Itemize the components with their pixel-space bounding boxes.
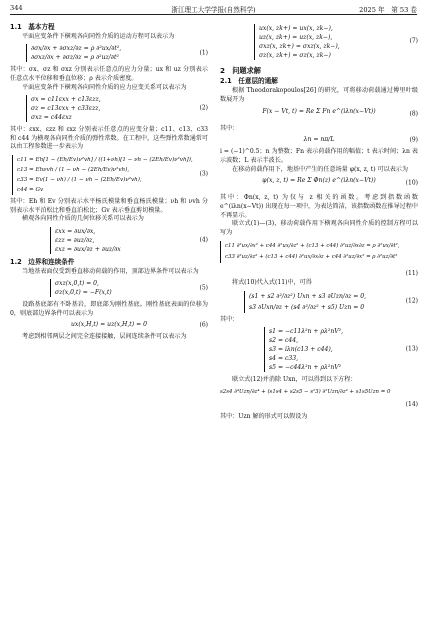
paragraph: 其中：Eh 和 Ev 分别表示水平杨氏模量和垂直杨氏模量；νh 和 νvh 分别表示水平泊松比和垂直泊松比；Gv 表示垂直剪切模量。	[10, 198, 208, 214]
page-number: 344	[10, 4, 23, 12]
paragraph: 其中：	[220, 315, 239, 323]
equation-number: (4)	[199, 236, 208, 244]
equation-line: λn = nπ/L	[303, 136, 335, 144]
equation-number: (11)	[405, 270, 418, 278]
equation-2	[10, 95, 208, 123]
equation-number: (5)	[199, 284, 208, 292]
equation-9	[220, 136, 418, 145]
equation-line: σxz = c44εxz	[31, 114, 72, 122]
equation-line: ux(x,H,t) = uz(x,H,t) = 0	[71, 321, 147, 329]
paragraph: 其中：σx、σz 和 σxz 分别表示任意点的应力分量；ux 和 uz 分别表示任意点水平位移和垂直位移；ρ 表示介质密度。	[10, 66, 208, 82]
equation-number: (12)	[405, 297, 418, 305]
equation-line: φ(x, z, t) = Re Σ Φn(z) e^(iλn(x−Vt))	[262, 177, 376, 185]
equation-line: σz(x, zk+) = σz(x, zk−)	[259, 52, 331, 59]
equation-line: c11 ∂²ux/∂x² + c44 ∂²ux/∂z² + (c13 + c44) ∂²uz/∂x∂z = ρ ∂²ux/∂t²,	[225, 242, 400, 249]
paragraph: 考虑到相邻两层之间完全连接接触，层间连续条件可以表示为	[22, 333, 187, 341]
equation-number: (1)	[199, 49, 208, 57]
equation-number: (14)	[405, 400, 418, 408]
section-heading-2: 2 问题求解	[220, 65, 261, 75]
equation-line: εxx = ∂ux/∂x,	[55, 228, 96, 236]
equation-line: σz(x,0,t) = −F(x,t)	[55, 289, 112, 297]
paragraph: 其中：εxx、εzz 和 εxz 分别表示任意点的应变分量；c11、c13、c33 和 c44 为横观各向同性介质的弹性常数。在工程中，这些弹性常数通常可以由工程参数进一步表示为	[10, 125, 208, 151]
page-header	[10, 2, 417, 15]
equation-line: s3 = iλn(c13 + c44),	[269, 346, 333, 354]
equation-line: s5 = −c44λ²n + ρλ²nV²	[269, 364, 342, 372]
equation-number: (3)	[199, 170, 208, 178]
paragraph: 联立式(1)—(3)，移动荷载作用下横观各向同性介质的控制方程可以写为	[220, 220, 418, 237]
section-heading-1-2: 1.2 边界和连续条件	[10, 257, 75, 266]
equation-number: (8)	[409, 110, 418, 118]
equation-6	[10, 321, 208, 330]
paragraph: 在移动荷载作用下，地基中产生的任意场量 φ(x, z, t) 可以表示为	[232, 165, 408, 173]
paragraph: i = (−1)^0.5；n 为整数；Fn 表示荷载作用的幅值；t 表示时间；λn 表示波数；L 表示半波长。	[220, 148, 418, 164]
equation-line: ∂σxz/∂x + ∂σz/∂z = ρ ∂²uz/∂t²	[31, 54, 119, 62]
paragraph: 其中：	[220, 124, 239, 132]
equation-10	[220, 177, 418, 191]
section-heading-2-1: 2.1 任意层的通解	[220, 77, 278, 86]
equation-line: ∂σx/∂x + ∂σxz/∂z = ρ ∂²ux/∂t²,	[31, 45, 122, 53]
equation-line: c33 ∂²uz/∂z² + (c13 + c44) ∂²ux/∂x∂z + c44 ∂²uz/∂x² = ρ ∂²uz/∂t²	[225, 253, 398, 260]
paragraph: 根据 Theodorakopoulos[26] 的研究，可将移动荷载通过傅里叶级数展开为	[220, 87, 418, 103]
equation-line: c11 = Eh[1 − (Eh/Ev)ν²vh] / ((1+νh)[1 − νh − (2Eh/Ev)ν²vh]),	[17, 157, 193, 164]
equation-5	[10, 279, 208, 298]
equation-3	[10, 155, 208, 195]
equation-line: c33 = Ev(1 − νh) / (1 − νh − (2Eh/Ev)ν²vh),	[17, 177, 142, 184]
paragraph: 其中：Uzn 解的形式可以假设为	[220, 412, 308, 420]
equation-13	[220, 327, 418, 373]
equation-line: uz(x, zk+) = uz(x, zk−),	[259, 34, 333, 41]
equation-number: (6)	[199, 321, 208, 329]
equation-line: s3 ∂Uxn/∂z + (s4 ∂²/∂z² + s5) Uzn = 0	[249, 303, 365, 311]
equation-number: (13)	[405, 345, 418, 353]
equation-line: ux(x, zk+) = ux(x, zk−),	[259, 25, 333, 32]
equation-line: c13 = Ehνvh / (1 − νh − (2Eh/Ev)ν²vh),	[17, 167, 130, 174]
equation-number: (9)	[409, 136, 418, 144]
equation-7	[220, 24, 418, 61]
equation-line: σxz(x,0,t) = 0,	[55, 280, 99, 288]
equation-line: s2s4 ∂⁴Uzn/∂z⁴ + (s1s4 + s2s5 − s²3) ∂²Uzn/∂z² + s1s5Uzn = 0	[220, 388, 391, 395]
equation-4	[10, 227, 208, 255]
equation-12	[220, 291, 418, 313]
paragraph: 设路基底部有不卧基岩，即底部为刚性基底。刚性基底表面的位移为 0，则底部边界条件可以表示为	[10, 300, 208, 317]
equation-1	[10, 44, 208, 63]
equation-8	[220, 108, 418, 122]
equation-line: c44 = Gv	[17, 187, 44, 194]
paragraph: 平面应变条件下横观各向同性介质的应力应变关系可以表示为	[22, 83, 187, 91]
equation-line: εzz = ∂uz/∂z,	[55, 237, 95, 245]
left-column	[10, 21, 208, 342]
equation-line: σz = c13εxx + c33εzz,	[31, 105, 101, 113]
equation-number: (2)	[199, 104, 208, 112]
paragraph: 联立式(12)并消除 Uxn，可以得到以下方程：	[232, 375, 357, 383]
year-issue: 2025 年 第 53 卷	[359, 6, 417, 14]
paragraph: 当地基表面仅受到垂直移动荷载的作用，顶部边界条件可以表示为	[22, 267, 199, 275]
equation-line: F(x − Vt, t) = Re Σ Fn e^(iλn(x−Vt))	[262, 107, 376, 115]
equation-11	[220, 241, 418, 278]
equation-number: (7)	[409, 37, 418, 45]
equation-14	[220, 388, 418, 410]
paragraph: 将式(10)代入式(11)中，可得	[232, 278, 312, 286]
equation-number: (10)	[405, 179, 418, 187]
equation-line: εxz = ∂ux/∂z + ∂uz/∂x	[55, 246, 121, 254]
section-heading-1-1: 1.1 基本方程	[10, 23, 55, 31]
right-column	[220, 21, 418, 421]
journal-title: 浙江理工大学学报(自然科学)	[171, 6, 256, 14]
paragraph: 平面应变条件下横观各向同性介质的运动方程可以表示为	[22, 32, 175, 40]
equation-line: σxz(x, zk+) = σxz(x, zk−),	[259, 43, 340, 50]
equation-line: s1 = −c11λ²n + ρλ²nV²,	[269, 328, 344, 336]
paragraph: 其中：Φn(x, z, t) 为仅与 z 相关的函数。考虑到指数函数 e^(iλn(x−Vt)) 出现在每一项中，为表达简洁，该指数函数在推导过程中不再显示。	[220, 194, 418, 219]
paragraph: 横观各向同性介质的几何位移关系可以表示为	[22, 215, 144, 223]
equation-line: σx = c11εxx + c13εzz,	[31, 96, 101, 104]
equation-line: s4 = c33,	[269, 355, 299, 363]
equation-line: (s1 + s2 ∂²/∂z²) Uxn + s3 ∂Uzn/∂z = 0,	[249, 292, 367, 300]
equation-line: s2 = c44,	[269, 337, 299, 345]
